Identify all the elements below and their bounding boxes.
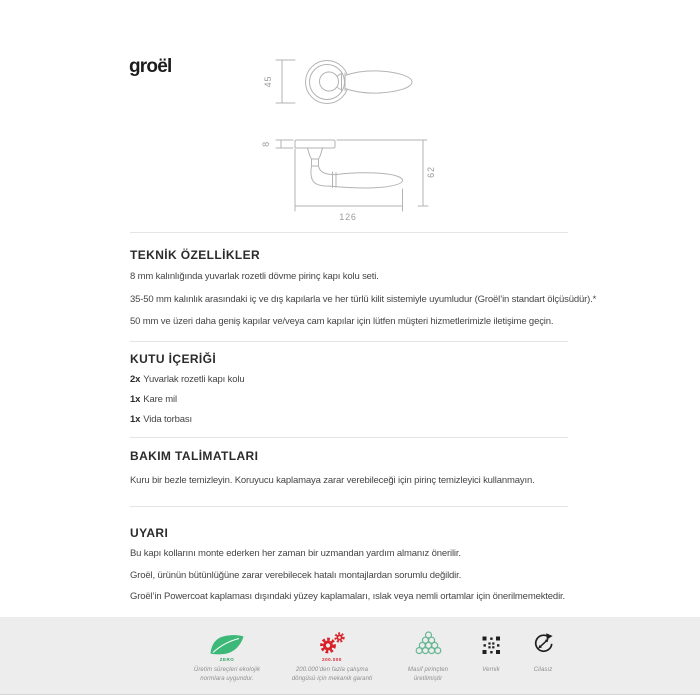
- gears-icon: [317, 631, 347, 655]
- badge-sub-label: 200.000: [322, 657, 342, 662]
- care-instruction-line: Kuru bir bezle temizleyin. Koruyucu kaplamaya zarar verebileceği için pirinç temizleyici kullanmayın.: [130, 475, 535, 486]
- leaf-icon: [209, 631, 245, 655]
- technical-spec-line: 50 mm ve üzeri daha geniş kapılar ve/veya cam kapılar için lütfen müşteri hizmetlerimizle iletişime geçin.: [130, 316, 554, 327]
- brand-logo: groël: [129, 56, 172, 77]
- dimension-thickness: [261, 140, 293, 148]
- warning-line: Groël’in Powercoat kaplaması dışındaki yüzey kaplamaları, ıslak veya nemli ortamlar için önerilmemektedir.: [130, 591, 566, 602]
- dimension-label-45: 45: [263, 75, 273, 88]
- dimension-label-126: 126: [339, 212, 357, 222]
- item-quantity: 1x: [130, 394, 141, 405]
- unpolished-cycle-icon: [532, 631, 555, 655]
- section-title-care-instructions: BAKIM TALİMATLARI: [130, 449, 259, 463]
- technical-spec-line: 35-50 mm kalınlık arasındaki iç ve dış kapılarla ve her türlü kilit sistemiyle uyumludur (Groël’in standart ölçüsüdür).*: [130, 294, 597, 305]
- item-label: Vida torbası: [143, 414, 193, 425]
- item-quantity: 2x: [130, 374, 141, 385]
- divider: [130, 341, 568, 342]
- badge-caption: Masif pirinçten üretilmiştir: [407, 667, 449, 683]
- item-label: Yuvarlak rozetli kapı kolu: [143, 374, 245, 385]
- dimension-diameter: [263, 60, 295, 103]
- handle-side-view: [295, 140, 403, 188]
- section-title-technical-specs: TEKNİK ÖZELLİKLER: [130, 248, 261, 262]
- warning-line: Groël, ürünün bütünlüğüne zarar verebilecek hatalı montajlardan sorumlu değildir.: [130, 570, 462, 581]
- section-title-warning: UYARI: [130, 526, 169, 540]
- dimension-label-8: 8: [261, 141, 271, 147]
- box-content-item: [130, 374, 244, 385]
- divider: [130, 437, 568, 438]
- item-quantity: 1x: [130, 414, 141, 425]
- warning-line: Bu kapı kollarını monte ederken her zaman bir uzmandan yardım almanız önerilir.: [130, 548, 461, 559]
- badge-caption: Cilasız: [533, 667, 553, 673]
- technical-spec-line: 8 mm kalınlığında yuvarlak rozetli dövme pirinç kapı kolu seti.: [130, 271, 379, 282]
- technical-drawing: [255, 45, 470, 230]
- section-title-box-contents: KUTU İÇERİĞİ: [130, 352, 217, 366]
- badge-caption: 200.000’den fazla çalışma döngüsü için mekanik garanti: [291, 667, 373, 683]
- handle-top-view: [306, 61, 413, 104]
- divider: [130, 506, 568, 507]
- dimension-label-62: 62: [426, 166, 436, 178]
- badge-unpolished: [468, 631, 618, 675]
- badge-caption: Üretim süreçleri ekolojik normlara uygundur.: [193, 667, 261, 683]
- badge-sub-label: ZERO: [219, 657, 235, 662]
- item-label: Kare mil: [143, 394, 177, 405]
- box-content-item: [130, 414, 192, 425]
- box-content-item: [130, 394, 177, 405]
- divider: [130, 232, 568, 233]
- badge-caption: Vernik: [482, 667, 500, 673]
